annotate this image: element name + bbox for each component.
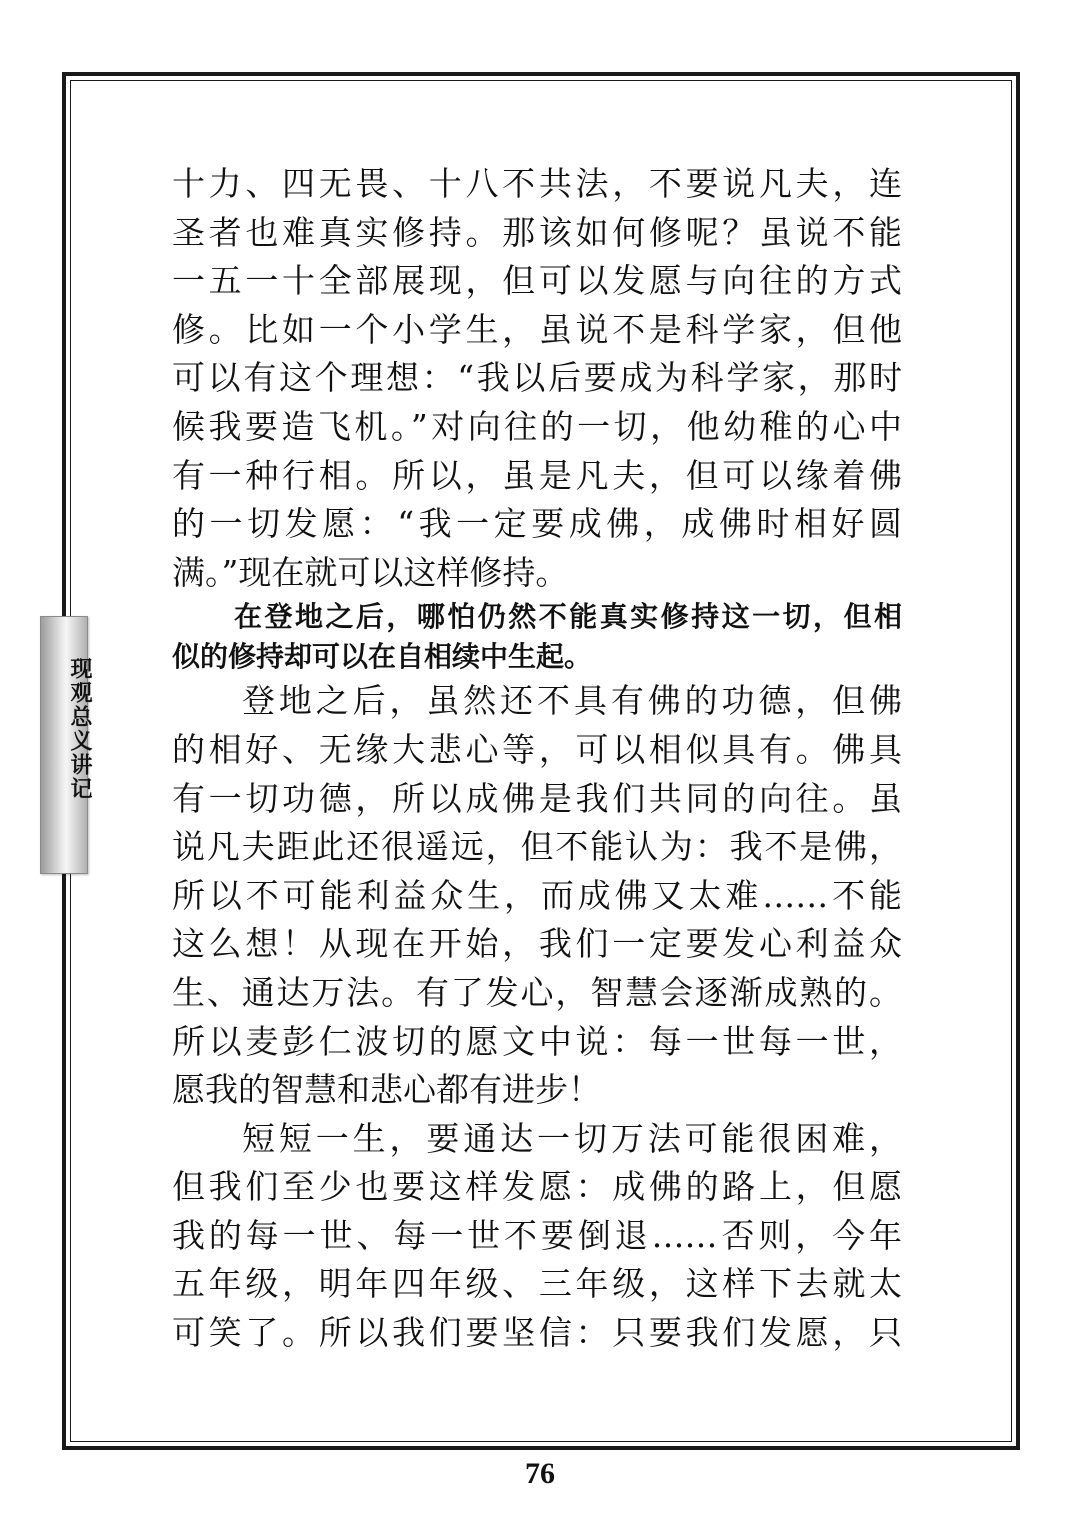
side-tab bbox=[40, 616, 93, 874]
text-line: 生、通达万法。有了发心，智慧会逐渐成熟的。 bbox=[172, 972, 902, 1012]
bold-paragraph bbox=[172, 597, 902, 677]
text-line: 可以有这个理想：“我以后要成为科学家，那时 bbox=[172, 358, 902, 398]
text-line: 候我要造飞机。”对向往的一切，他幼稚的心中 bbox=[172, 406, 902, 446]
text-line: 短短一生，要通达一切万法可能很困难， bbox=[242, 1118, 902, 1158]
text-line: 满。”现在就可以这样修持。 bbox=[172, 552, 569, 592]
text-line: 的一切发愿：“我一定要成佛，成佛时相好圆 bbox=[172, 504, 902, 544]
text-line: 可笑了。所以我们要坚信：只要我们发愿，只 bbox=[172, 1313, 902, 1353]
text-line: 一五一十全部展现，但可以发愿与向往的方式 bbox=[172, 261, 902, 301]
text-line: 修。比如一个小学生，虽说不是科学家，但他 bbox=[172, 309, 902, 349]
text-line: 圣者也难真实修持。那该如何修呢？虽说不能 bbox=[172, 212, 902, 252]
text-line: 说凡夫距此还很遥远，但不能认为：我不是佛， bbox=[172, 827, 902, 867]
text-line: 有一种行相。所以，虽是凡夫，但可以缘着佛 bbox=[172, 455, 902, 495]
page-content bbox=[172, 160, 902, 1358]
text-line: 有一切功德，所以成佛是我们共同的向往。虽 bbox=[172, 778, 902, 818]
text-line: 愿我的智慧和悲心都有进步！ bbox=[172, 1070, 601, 1110]
paragraph-1 bbox=[172, 160, 902, 597]
text-line: 所以不可能利益众生，而成佛又太难……不能 bbox=[172, 875, 902, 915]
paragraph-2 bbox=[172, 677, 902, 1114]
page-number: 76 bbox=[525, 1457, 555, 1490]
text-line: 十力、四无畏、十八不共法，不要说凡夫，连 bbox=[172, 164, 902, 203]
text-line: 五年级，明年四年级、三年级，这样下去就太 bbox=[172, 1264, 902, 1304]
text-line: 登地之后，虽然还不具有佛的功德，但佛 bbox=[242, 681, 902, 721]
bold-text-line: 在登地之后，哪怕仍然不能真实修持这一切，但相 bbox=[234, 600, 902, 634]
text-line: 我的每一世、每一世不要倒退……否则，今年 bbox=[172, 1215, 902, 1255]
text-line: 的相好、无缘大悲心等，可以相似具有。佛具 bbox=[172, 729, 902, 769]
side-tab-title: 现观总义讲记 bbox=[67, 657, 93, 801]
bold-text-line: 似的修持却可以在自相续中生起。 bbox=[172, 640, 593, 674]
text-line: 这么想！从现在开始，我们一定要发心利益众 bbox=[172, 924, 902, 964]
paragraph-3 bbox=[172, 1115, 902, 1358]
text-line: 但我们至少也要这样发愿：成佛的路上，但愿 bbox=[172, 1167, 902, 1207]
text-line: 所以麦彭仁波切的愿文中说：每一世每一世， bbox=[172, 1021, 902, 1061]
